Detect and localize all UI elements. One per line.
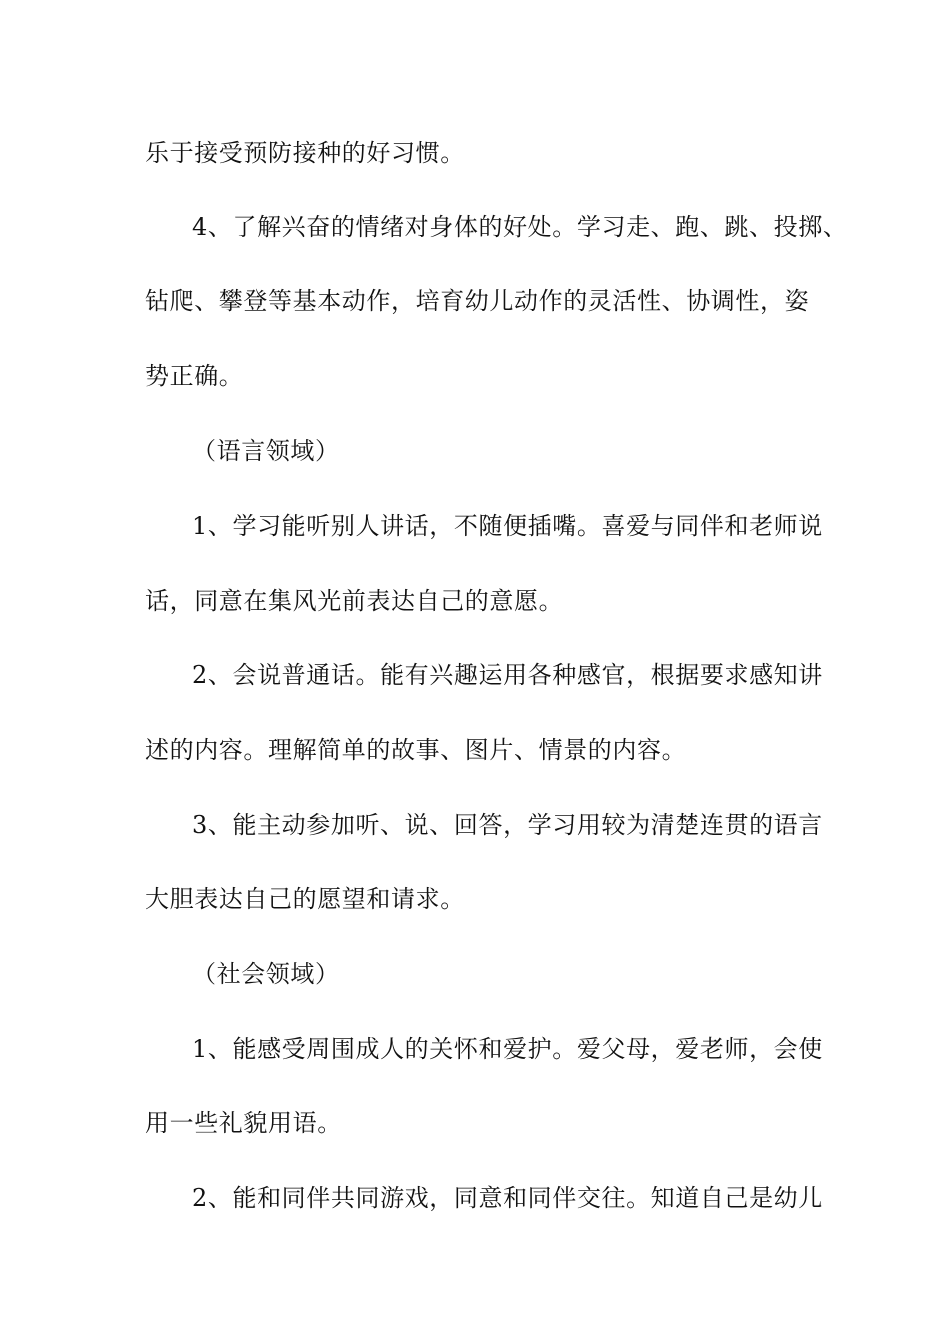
text-line: 述的内容。理解简单的故事、图片、情景的内容。	[145, 736, 687, 764]
text-line: 势正确。	[145, 362, 244, 390]
text-line: 2、会说普通话。能有兴趣运用各种感官，根据要求感知讲	[192, 661, 823, 689]
text-line: 大胆表达自己的愿望和请求。	[145, 885, 465, 913]
text-line: 4、了解兴奋的情绪对身体的好处。学习走、跑、跳、投掷、	[192, 213, 848, 241]
text-line: 乐于接受预防接种的好习惯。	[145, 139, 465, 167]
text-line: 话，同意在集风光前表达自己的意愿。	[145, 587, 564, 615]
text-line: 钻爬、攀登等基本动作，培育幼儿动作的灵活性、协调性，姿	[145, 287, 810, 315]
text-line: 3、能主动参加听、说、回答，学习用较为清楚连贯的语言	[192, 811, 823, 839]
text-line: 用一些礼貌用语。	[145, 1109, 342, 1137]
text-line: 1、能感受周围成人的关怀和爱护。爱父母，爱老师，会使	[192, 1035, 823, 1063]
section-heading: （语言领域）	[192, 437, 340, 465]
section-heading: （社会领域）	[192, 960, 340, 988]
text-line: 1、学习能听别人讲话，不随便插嘴。喜爱与同伴和老师说	[192, 512, 823, 540]
text-line: 2、能和同伴共同游戏，同意和同伴交往。知道自己是幼儿	[192, 1184, 823, 1212]
